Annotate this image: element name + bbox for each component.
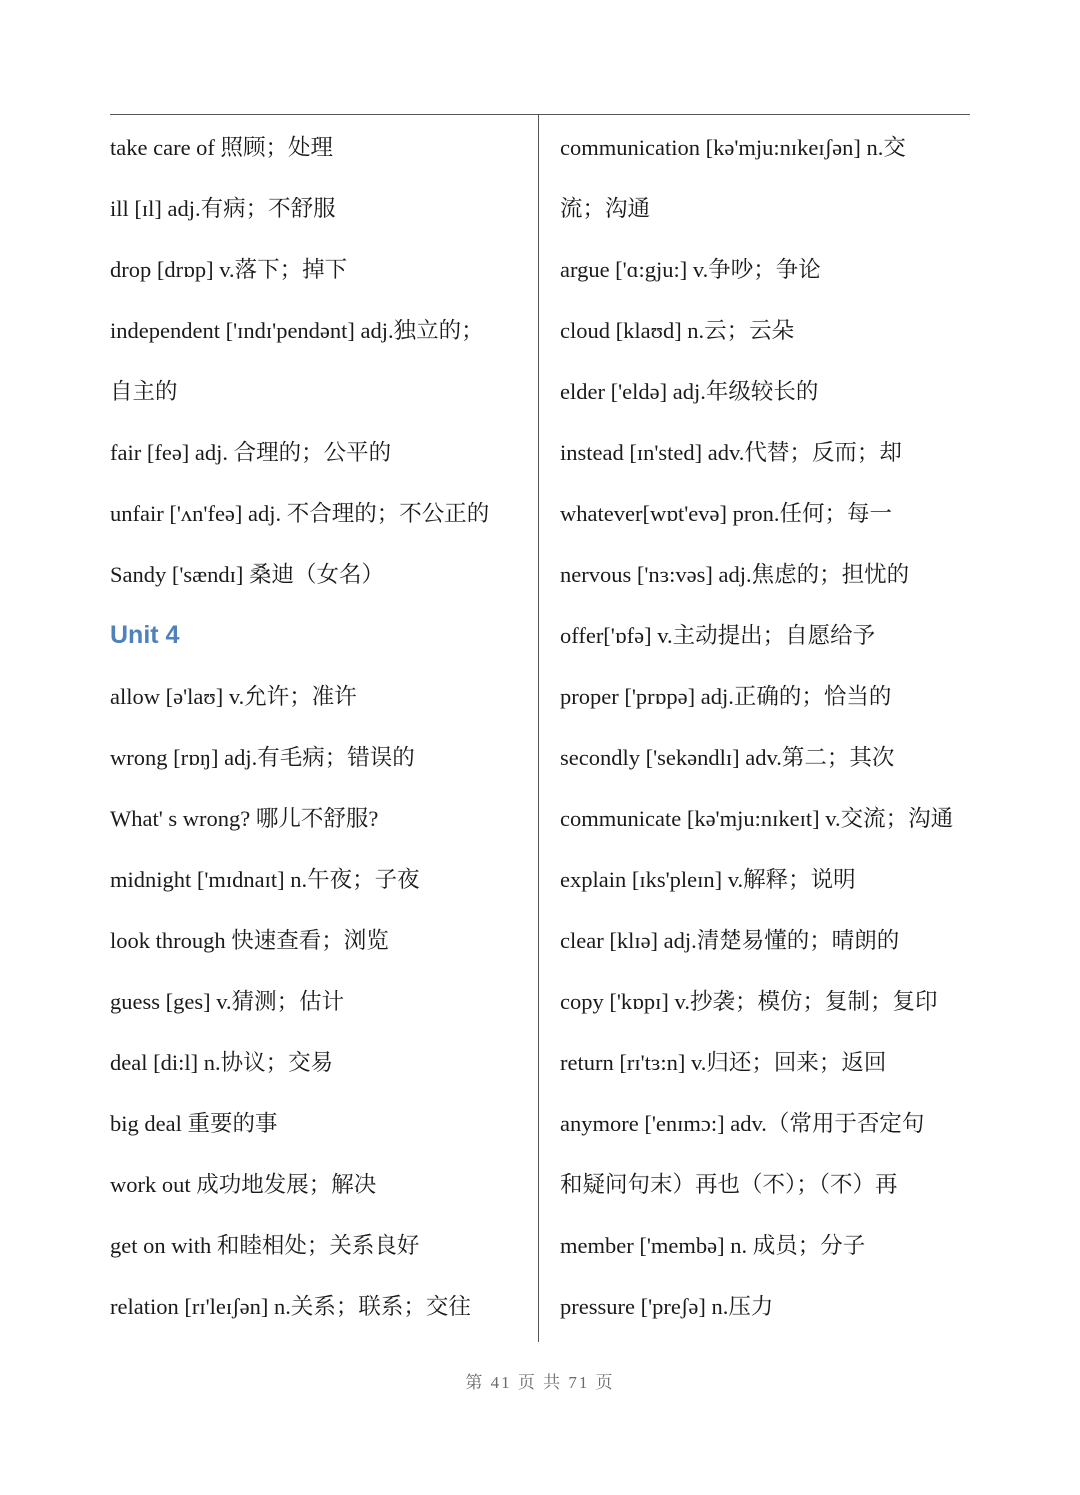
right-column — [560, 117, 980, 1337]
vocab-entry: unfair ['ʌn'feə] adj. 不合理的；不公正的 — [110, 501, 490, 526]
left-column — [110, 117, 525, 1337]
vocab-entry: work out 成功地发展；解决 — [110, 1172, 377, 1197]
vocab-entry: clear [klɪə] adj.清楚易懂的；晴朗的 — [560, 928, 900, 953]
vocab-entry: cloud [klaʊd] n.云；云朵 — [560, 318, 795, 343]
vocab-entry: explain [ɪks'pleɪn] v.解释；说明 — [560, 867, 856, 892]
vocab-entry: guess [ges] v.猜测；估计 — [110, 989, 345, 1014]
vocab-entry: offer['ɒfə] v.主动提出；自愿给予 — [560, 623, 876, 648]
vocab-entry: drop [drɒp] v.落下；掉下 — [110, 257, 348, 282]
vocab-entry: 自主的 — [110, 379, 178, 404]
vocab-entry: whatever[wɒt'evə] pron.任何；每一 — [560, 501, 892, 526]
unit-heading: Unit 4 — [110, 621, 180, 649]
vocab-entry: elder ['eldə] adj.年级较长的 — [560, 379, 819, 404]
vocab-entry: ill [ɪl] adj.有病；不舒服 — [110, 196, 336, 221]
vocab-entry: return [rɪ'tɜ:n] v.归还；回来；返回 — [560, 1050, 887, 1075]
top-rule — [110, 114, 970, 115]
vocab-entry: look through 快速查看；浏览 — [110, 928, 389, 953]
vocab-entry: proper ['prɒpə] adj.正确的；恰当的 — [560, 684, 892, 709]
vocab-entry: copy ['kɒpɪ] v.抄袭；模仿；复制；复印 — [560, 989, 938, 1014]
vocab-entry: big deal 重要的事 — [110, 1111, 278, 1136]
vocab-entry: get on with 和睦相处；关系良好 — [110, 1233, 420, 1258]
vocab-entry: wrong [rɒŋ] adj.有毛病；错误的 — [110, 745, 415, 770]
vocab-entry: 流；沟通 — [560, 196, 651, 221]
vocab-entry: independent ['ɪndɪ'pendənt] adj.独立的； — [110, 318, 484, 343]
vocab-entry: instead [ɪn'sted] adv.代替；反而；却 — [560, 440, 902, 465]
vocab-entry: take care of 照顾；处理 — [110, 135, 334, 160]
vocab-entry: What' s wrong? 哪儿不舒服? — [110, 806, 379, 831]
vocab-entry: communication [kə'mju:nɪkeɪʃən] n.交 — [560, 135, 906, 160]
vocab-entry: anymore ['enɪmɔ:] adv.（常用于否定句 — [560, 1111, 925, 1136]
vocab-entry: deal [di:l] n.协议；交易 — [110, 1050, 334, 1075]
vocab-entry: Sandy ['sændɪ] 桑迪（女名） — [110, 562, 385, 587]
vocab-entry: midnight ['mɪdnaɪt] n.午夜；子夜 — [110, 867, 420, 892]
vocab-entry: member ['membə] n. 成员；分子 — [560, 1233, 866, 1258]
vocab-entry: secondly ['sekəndlɪ] adv.第二；其次 — [560, 745, 895, 770]
vocab-entry: allow [ə'laʊ] v.允许；准许 — [110, 684, 357, 709]
vocab-entry: pressure ['preʃə] n.压力 — [560, 1294, 774, 1319]
vocab-entry: argue ['ɑ:gju:] v.争吵；争论 — [560, 257, 821, 282]
vocab-entry: fair [feə] adj. 合理的；公平的 — [110, 440, 392, 465]
column-divider — [538, 114, 539, 1342]
vocab-entry: communicate [kə'mju:nɪkeɪt] v.交流；沟通 — [560, 806, 954, 831]
page-footer: 第 41 页 共 71 页 — [465, 1373, 615, 1392]
vocab-entry: nervous ['nɜ:vəs] adj.焦虑的；担忧的 — [560, 562, 910, 587]
vocab-entry: relation [rɪ'leɪʃən] n.关系；联系；交往 — [110, 1294, 471, 1319]
vocab-entry: 和疑问句末）再也（不）；（不）再 — [560, 1172, 898, 1197]
